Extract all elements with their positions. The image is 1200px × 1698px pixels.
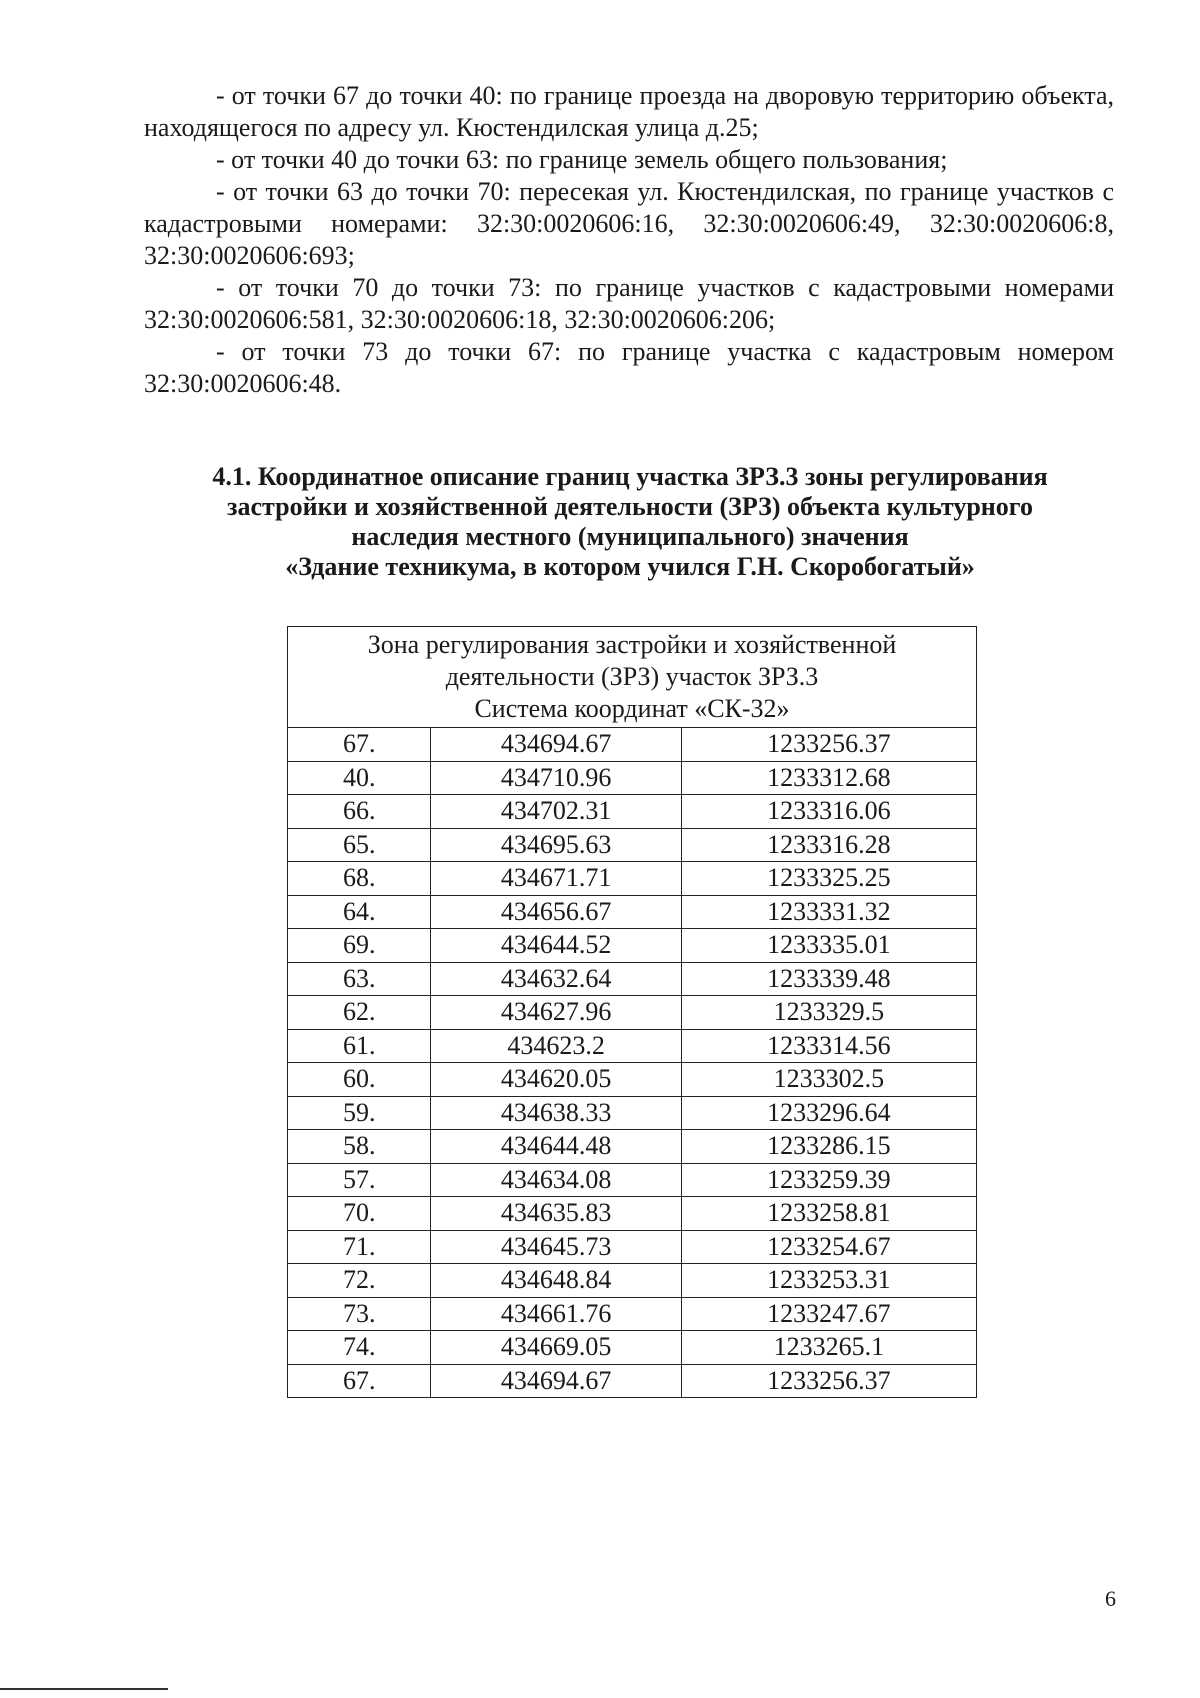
table-row [288, 795, 977, 829]
table-row [288, 962, 977, 996]
point-number-cell: 63. [288, 962, 431, 996]
heading-line: застройки и хозяйственной деятельности (ЗРЗ) объекта культурного [227, 492, 1033, 521]
x-coordinate-cell: 434627.96 [431, 996, 681, 1030]
boundary-paragraph: - от точки 70 до точки 73: по границе участков с кадастровыми номерами 32:30:0020606:581, 32:30:0020606:18, 32:30:0020606:206; [144, 273, 1114, 334]
table-row [288, 1029, 977, 1063]
table-header-row [288, 627, 977, 728]
point-number-cell: 62. [288, 996, 431, 1030]
heading-line: 4.1. Координатное описание границ участка ЗРЗ.3 зоны регулирования [212, 462, 1048, 491]
footer-rule [0, 1688, 168, 1690]
table-row [288, 728, 977, 762]
y-coordinate-cell: 1233259.39 [681, 1163, 976, 1197]
boundary-paragraph: - от точки 40 до точки 63: по границе земель общего пользования; [216, 145, 948, 174]
y-coordinate-cell: 1233314.56 [681, 1029, 976, 1063]
x-coordinate-cell: 434694.67 [431, 1364, 681, 1398]
x-coordinate-cell: 434632.64 [431, 962, 681, 996]
table-row [288, 1197, 977, 1231]
y-coordinate-cell: 1233339.48 [681, 962, 976, 996]
y-coordinate-cell: 1233331.32 [681, 895, 976, 929]
table-row [288, 1230, 977, 1264]
point-number-cell: 70. [288, 1197, 431, 1231]
x-coordinate-cell: 434710.96 [431, 761, 681, 795]
table-row [288, 1063, 977, 1097]
section-heading [130, 462, 1130, 582]
boundary-paragraph: - от точки 67 до точки 40: по границе проезда на дворовую территорию объекта, находящегося по адресу ул. Кюстендилская улица д.25; [144, 81, 1114, 142]
y-coordinate-cell: 1233258.81 [681, 1197, 976, 1231]
x-coordinate-cell: 434645.73 [431, 1230, 681, 1264]
table-row [288, 1297, 977, 1331]
x-coordinate-cell: 434702.31 [431, 795, 681, 829]
table-row [288, 1163, 977, 1197]
table-row [288, 761, 977, 795]
point-number-cell: 69. [288, 929, 431, 963]
x-coordinate-cell: 434635.83 [431, 1197, 681, 1231]
table-row [288, 895, 977, 929]
point-number-cell: 66. [288, 795, 431, 829]
table-row [288, 1096, 977, 1130]
point-number-cell: 65. [288, 828, 431, 862]
heading-line: «Здание техникума, в котором учился Г.Н. Скоробогатый» [285, 552, 975, 581]
table-row [288, 996, 977, 1030]
point-number-cell: 74. [288, 1331, 431, 1365]
coordinates-table [287, 626, 977, 1398]
x-coordinate-cell: 434694.67 [431, 728, 681, 762]
table-row [288, 862, 977, 896]
y-coordinate-cell: 1233335.01 [681, 929, 976, 963]
y-coordinate-cell: 1233286.15 [681, 1130, 976, 1164]
y-coordinate-cell: 1233256.37 [681, 728, 976, 762]
point-number-cell: 72. [288, 1264, 431, 1298]
point-number-cell: 71. [288, 1230, 431, 1264]
y-coordinate-cell: 1233302.5 [681, 1063, 976, 1097]
y-coordinate-cell: 1233329.5 [681, 996, 976, 1030]
y-coordinate-cell: 1233254.67 [681, 1230, 976, 1264]
table-row [288, 929, 977, 963]
table-header-line: деятельности (ЗРЗ) участок ЗРЗ.3 [445, 662, 819, 691]
point-number-cell: 57. [288, 1163, 431, 1197]
x-coordinate-cell: 434648.84 [431, 1264, 681, 1298]
point-number-cell: 64. [288, 895, 431, 929]
y-coordinate-cell: 1233325.25 [681, 862, 976, 896]
table-header-line: Система координат «СК-32» [474, 694, 790, 723]
page-number: 6 [1105, 1586, 1116, 1611]
heading-line: наследия местного (муниципального) значения [351, 522, 909, 551]
x-coordinate-cell: 434669.05 [431, 1331, 681, 1365]
point-number-cell: 68. [288, 862, 431, 896]
point-number-cell: 61. [288, 1029, 431, 1063]
x-coordinate-cell: 434620.05 [431, 1063, 681, 1097]
point-number-cell: 73. [288, 1297, 431, 1331]
x-coordinate-cell: 434656.67 [431, 895, 681, 929]
y-coordinate-cell: 1233265.1 [681, 1331, 976, 1365]
table-row [288, 1331, 977, 1365]
point-number-cell: 40. [288, 761, 431, 795]
point-number-cell: 59. [288, 1096, 431, 1130]
table-header-cell [288, 627, 977, 728]
table-row [288, 1130, 977, 1164]
x-coordinate-cell: 434695.63 [431, 828, 681, 862]
x-coordinate-cell: 434623.2 [431, 1029, 681, 1063]
table-row [288, 1364, 977, 1398]
boundary-paragraph: - от точки 73 до точки 67: по границе участка с кадастровым номером 32:30:0020606:48. [144, 337, 1114, 398]
point-number-cell: 67. [288, 1364, 431, 1398]
table-row [288, 828, 977, 862]
boundary-description [144, 80, 1114, 400]
table-row [288, 1264, 977, 1298]
y-coordinate-cell: 1233247.67 [681, 1297, 976, 1331]
x-coordinate-cell: 434671.71 [431, 862, 681, 896]
point-number-cell: 58. [288, 1130, 431, 1164]
boundary-paragraph: - от точки 63 до точки 70: пересекая ул. Кюстендилская, по границе участков с кадастровыми номерами: 32:30:0020606:16, 32:30:0020606:49, 32:30:0020606:8, 32:30:0020606:693; [144, 177, 1114, 270]
point-number-cell: 60. [288, 1063, 431, 1097]
y-coordinate-cell: 1233256.37 [681, 1364, 976, 1398]
y-coordinate-cell: 1233253.31 [681, 1264, 976, 1298]
y-coordinate-cell: 1233316.28 [681, 828, 976, 862]
x-coordinate-cell: 434634.08 [431, 1163, 681, 1197]
point-number-cell: 67. [288, 728, 431, 762]
x-coordinate-cell: 434644.52 [431, 929, 681, 963]
x-coordinate-cell: 434644.48 [431, 1130, 681, 1164]
x-coordinate-cell: 434638.33 [431, 1096, 681, 1130]
table-header-line: Зона регулирования застройки и хозяйственной [367, 630, 897, 659]
y-coordinate-cell: 1233316.06 [681, 795, 976, 829]
y-coordinate-cell: 1233296.64 [681, 1096, 976, 1130]
x-coordinate-cell: 434661.76 [431, 1297, 681, 1331]
y-coordinate-cell: 1233312.68 [681, 761, 976, 795]
